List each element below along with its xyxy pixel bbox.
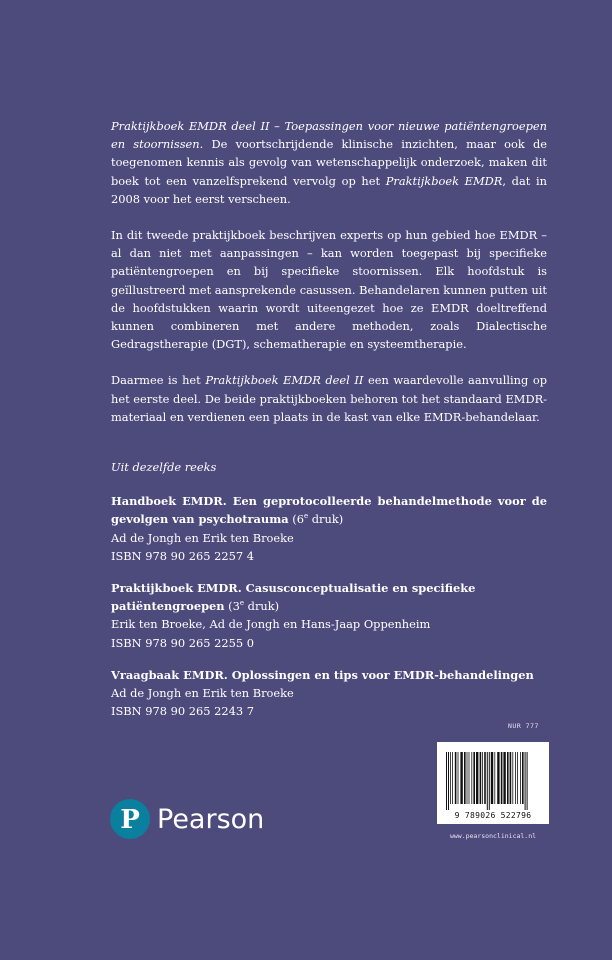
book-authors: Ad de Jongh en Erik ten Broeke <box>111 530 294 545</box>
series-book <box>111 579 547 652</box>
book-edition-sup: e <box>303 512 309 521</box>
barcode <box>437 742 549 824</box>
intro-text: Daarmee is het <box>111 373 206 388</box>
book-isbn: ISBN 978 90 265 2255 0 <box>111 635 254 650</box>
book-title-ref: Praktijkboek EMDR <box>385 173 503 188</box>
book-edition: druk) <box>244 599 280 614</box>
book-isbn: ISBN 978 90 265 2243 7 <box>111 704 254 719</box>
svg-text:P: P <box>120 805 140 835</box>
nur-code: NUR 777 <box>508 722 539 730</box>
book-title: Handboek EMDR. Een geprotocolleerde behandelmethode voor de gevolgen van psychotrauma <box>111 494 547 527</box>
barcode-number: 9 789026 522796 <box>454 811 532 820</box>
publisher-name: Pearson <box>157 803 265 835</box>
intro-paragraph-1 <box>111 117 547 208</box>
intro-text: een waardevolle aanvulling op het eerste deel. De beide praktijkboeken behoren tot het standaard EMDR-materiaal en verdienen een plaats in de kast van elke EMDR-behandelaar. <box>111 373 548 424</box>
book-title-line: Handboek EMDR. Een geprotocolleerde behandelmethode voor de gevolgen van psychotrauma (6e druk) <box>111 494 547 527</box>
intro-text: , dat in 2008 voor het eerst verscheen. <box>111 173 547 206</box>
book-edition: 3 <box>232 599 240 614</box>
book-isbn: ISBN 978 90 265 2257 4 <box>111 548 254 563</box>
intro-paragraph-3 <box>111 371 547 426</box>
series-heading: Uit dezelfde reeks <box>111 460 217 475</box>
book-title: Vraagbaak EMDR. Oplossingen en tips voor EMDR-behandelingen <box>111 667 534 682</box>
book-title-ref: Praktijkboek EMDR deel II – Toepassingen voor nieuwe patiëntengroepen en stoornissen. <box>111 119 547 152</box>
back-cover-text <box>111 117 547 734</box>
series-book <box>111 492 547 565</box>
book-edition: 6 <box>296 512 304 527</box>
book-title-line: Praktijkboek EMDR. Casusconceptualisatie en specifieke patiëntengroepen (3e druk) <box>111 581 476 614</box>
barcode-bars-icon <box>445 752 541 810</box>
book-title-ref: Praktijkboek EMDR deel II <box>205 373 364 388</box>
book-authors: Ad de Jongh en Erik ten Broeke <box>111 686 294 701</box>
intro-paragraph-2: In dit tweede praktijkboek beschrijven experts op hun gebied hoe EMDR – al dan niet met aanpassingen – kan worden toegepast bij specifieke patiëntengroepen en bij specifieke stoornissen. Elk hoofdstuk is geïllustreerd met aansprekende casussen. Behandelaren kunnen putten uit de hoofdstukken waarin wordt uiteengezet hoe ze EMDR doeltreffend kunnen combineren met andere methoden, zoals Dialectische Gedragstherapie (DGT), schematherapie en systeemtherapie. <box>111 228 547 352</box>
pearson-p-icon <box>110 799 150 839</box>
website-url[interactable]: www.pearsonclinical.nl <box>449 832 537 840</box>
book-edition-sup: e <box>239 599 245 608</box>
book-title: Praktijkboek EMDR. Casusconceptualisatie en specifieke patiëntengroepen <box>111 581 476 614</box>
intro-text: De voortschrijdende klinische inzichten, maar ook de toegenomen kennis als gevolg van wetenschappelijk onderzoek, maken dit boek tot een vanzelfsprekend vervolg op het <box>111 137 547 188</box>
series-book <box>111 666 547 721</box>
pearson-logo <box>110 795 264 843</box>
book-authors: Erik ten Broeke, Ad de Jongh en Hans-Jaap Oppenheim <box>111 617 431 632</box>
book-edition: druk) <box>308 512 344 527</box>
